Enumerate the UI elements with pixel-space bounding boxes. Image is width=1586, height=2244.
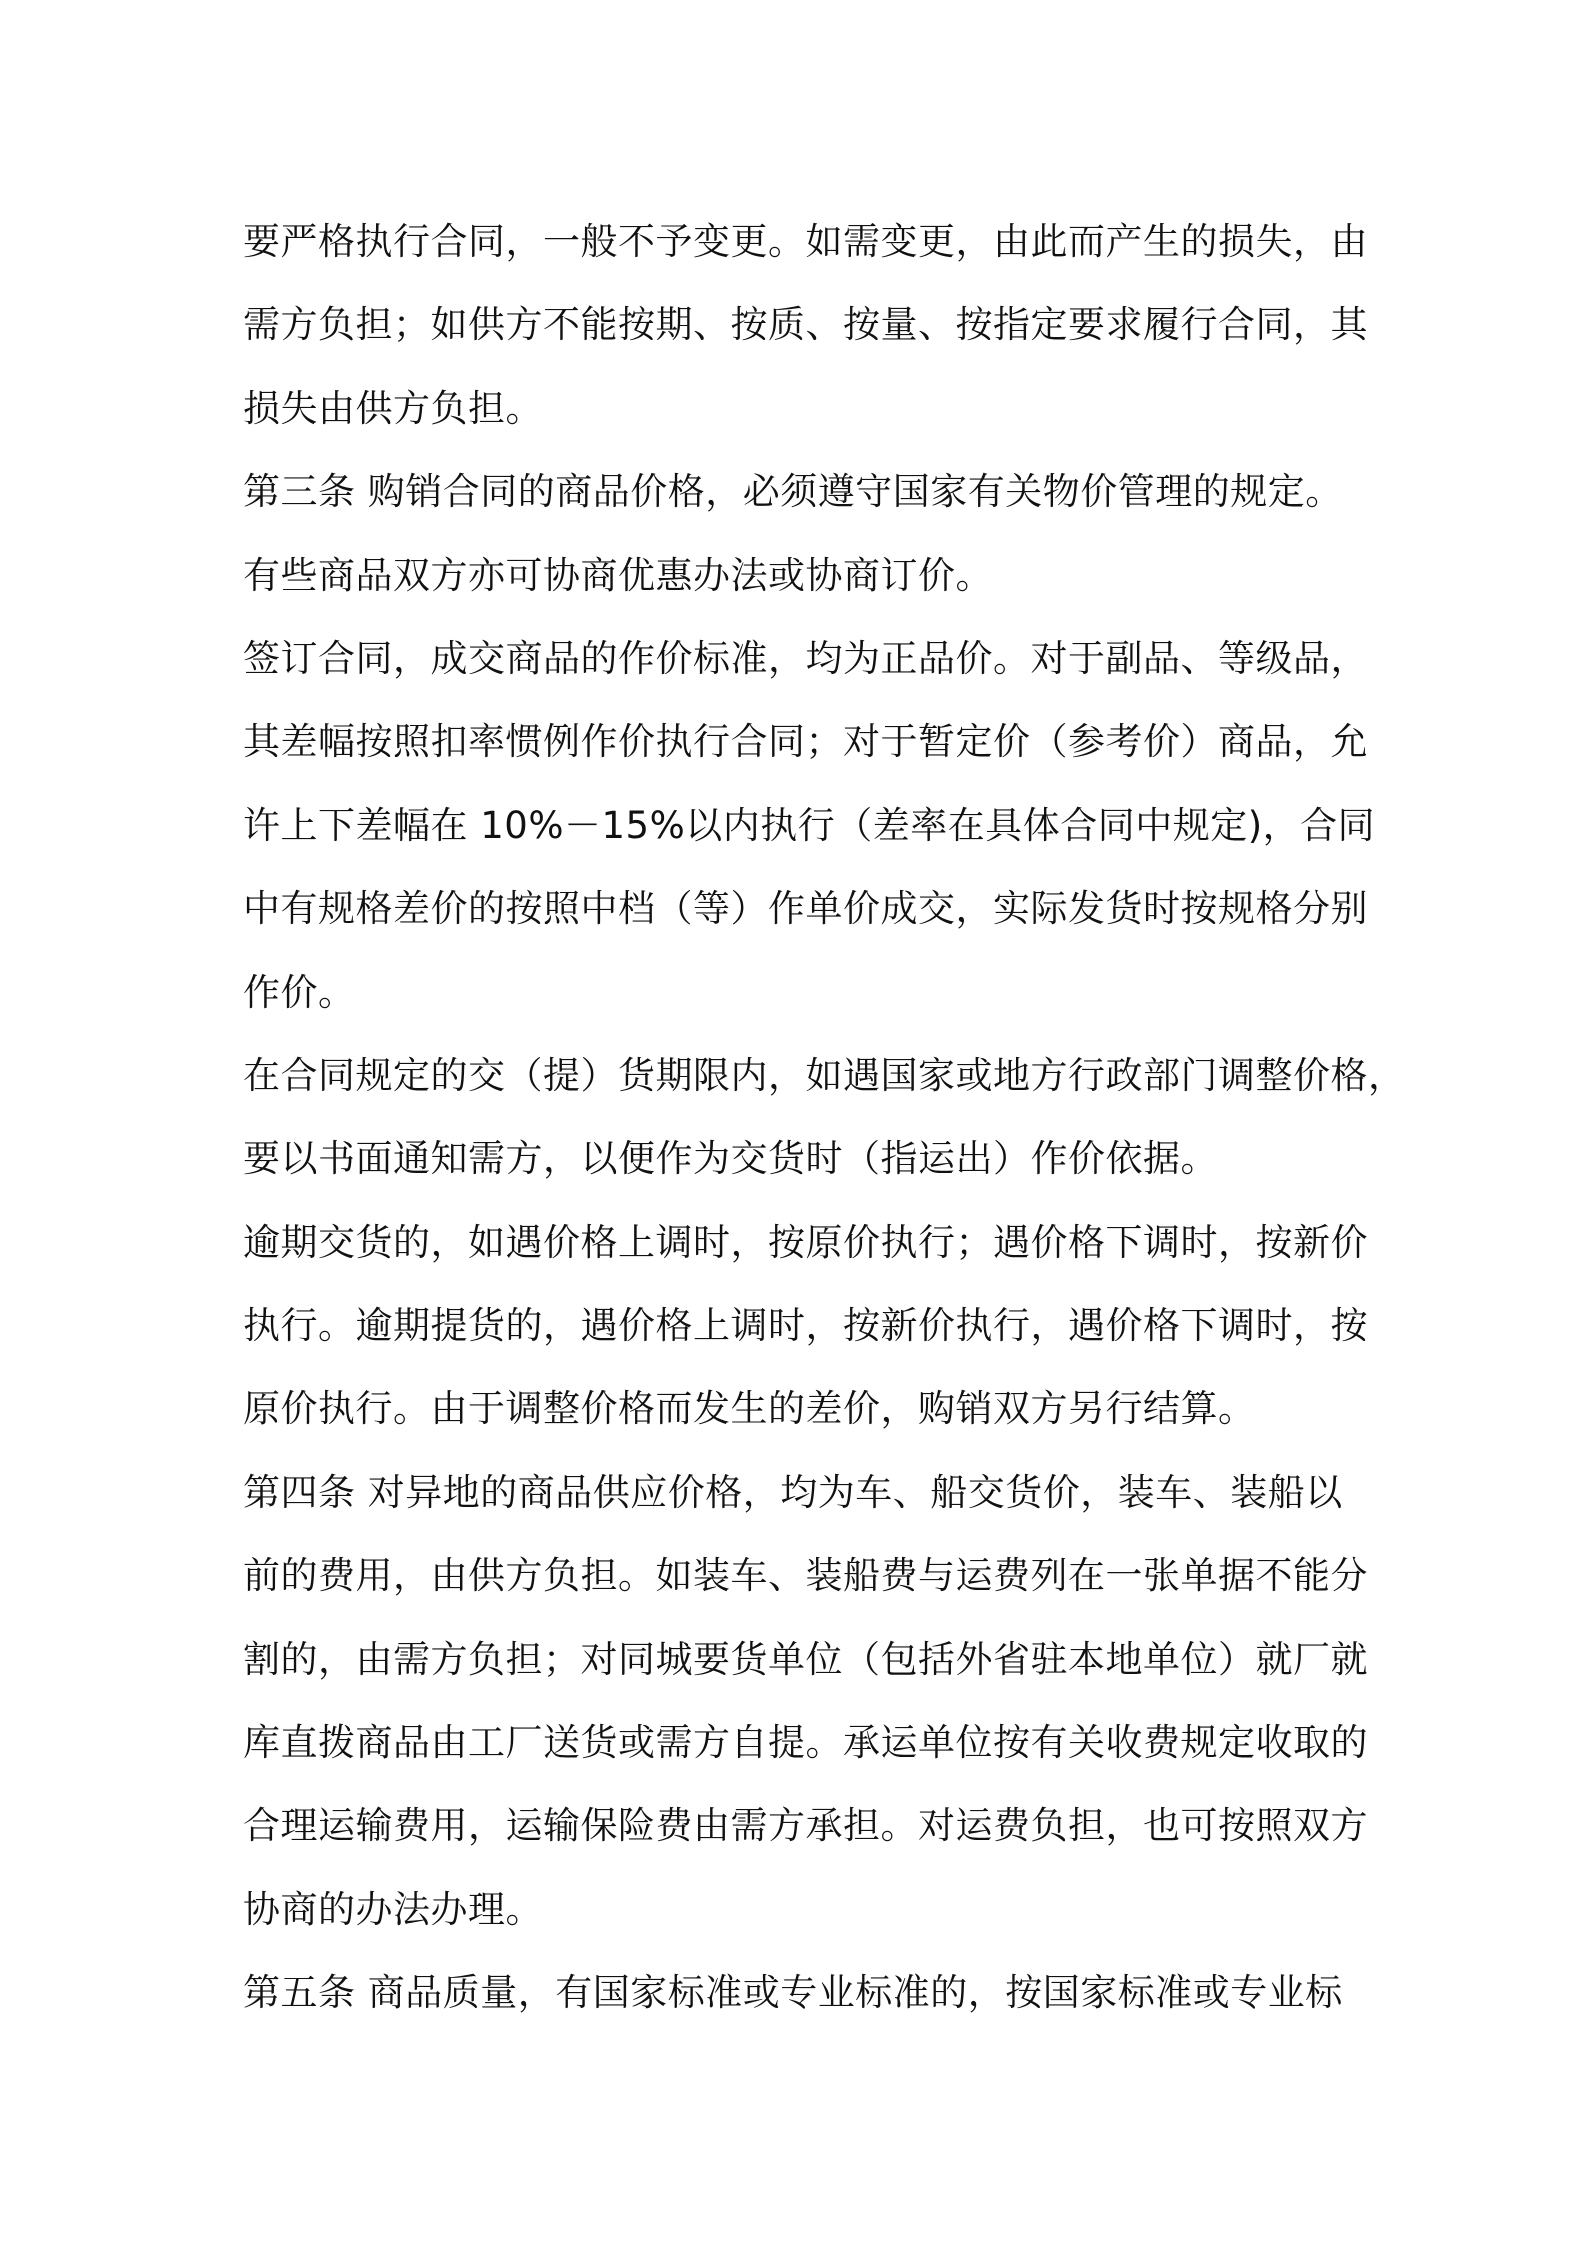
text-line: 其差幅按照扣率惯例作价执行合同；对于暂定价（参考价）商品，允 — [243, 720, 1368, 764]
text-line: 需方负担；如供方不能按期、按质、按量、按指定要求履行合同，其 — [243, 303, 1368, 347]
text-line: 在合同规定的交（提）货期限内，如遇国家或地方行政部门调整价格， — [243, 1053, 1406, 1097]
article-3-heading-line: 第三条 购销合同的商品价格，必须遵守国家有关物价管理的规定。 — [243, 470, 1343, 514]
contract-text-block — [243, 200, 1406, 2035]
text-line: 作价。 — [243, 970, 356, 1014]
text-line: 原价执行。由于调整价格而发生的差价，购销双方另行结算。 — [243, 1387, 1256, 1431]
article-5-heading-line: 第五条 商品质量，有国家标准或专业标准的，按国家标准或专业标 — [243, 1971, 1343, 2015]
text-line: 签订合同，成交商品的作价标准，均为正品价。对于副品、等级品， — [243, 636, 1368, 680]
text-line: 协商的办法办理。 — [243, 1887, 543, 1931]
text-line: 前的费用，由供方负担。如装车、装船费与运费列在一张单据不能分 — [243, 1554, 1368, 1598]
text-line: 损失由供方负担。 — [243, 386, 543, 430]
text-line: 库直拨商品由工厂送货或需方自提。承运单位按有关收费规定收取的 — [243, 1721, 1368, 1765]
text-line: 割的，由需方负担；对同城要货单位（包括外省驻本地单位）就厂就 — [243, 1637, 1368, 1681]
text-line: 合理运输费用，运输保险费由需方承担。对运费负担，也可按照双方 — [243, 1804, 1368, 1848]
text-line: 执行。逾期提货的，遇价格上调时，按新价执行，遇价格下调时，按 — [243, 1304, 1368, 1348]
text-line: 要严格执行合同，一般不予变更。如需变更，由此而产生的损失，由 — [243, 220, 1368, 263]
article-4-heading-line: 第四条 对异地的商品供应价格，均为车、船交货价，装车、装船以 — [243, 1470, 1343, 1514]
text-line: 有些商品双方亦可协商优惠办法或协商订价。 — [243, 553, 993, 597]
text-line: 中有规格差价的按照中档（等）作单价成交，实际发货时按规格分别 — [243, 887, 1368, 931]
text-line: 逾期交货的，如遇价格上调时，按原价执行；遇价格下调时，按新价 — [243, 1220, 1368, 1264]
text-line: 许上下差幅在 10%－15%以内执行（差率在具体合同中规定)，合同 — [243, 803, 1376, 847]
text-line: 要以书面通知需方，以便作为交货时（指运出）作价依据。 — [243, 1137, 1218, 1181]
